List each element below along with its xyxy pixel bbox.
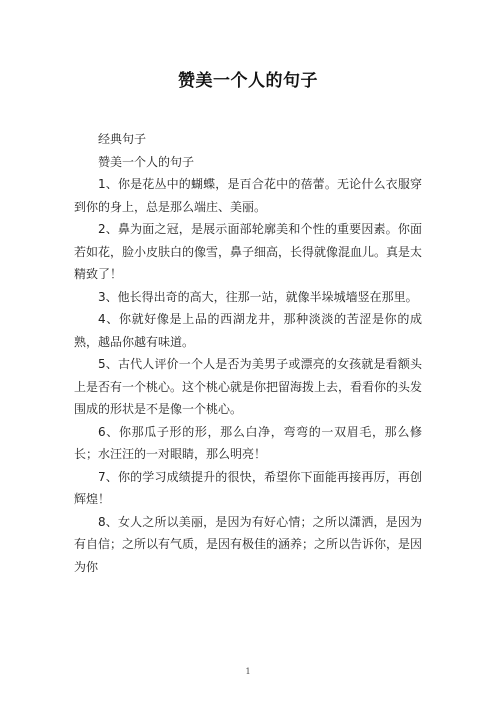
- paragraph-subtitle: 赞美一个人的句子: [98, 154, 195, 169]
- paragraph-item-4: 4、你就好像是上品的西湖龙井，那种淡淡的苦涩是你的成熟，越品你越有味道。: [74, 312, 422, 349]
- paragraph-item-3: 3、他长得出奇的高大，往那一站，就像半垛城墙竖在那里。: [98, 289, 418, 304]
- paragraph-category: 经典句子: [98, 132, 147, 146]
- paragraph-item-5: 5、古代人评价一个人是否为美男子或漂亮的女孩就是看额头上是否有一个桃心。这个桃心就是你把留海拨上去，看看你的头发围成的形状是不是像一个桃心。: [74, 357, 423, 416]
- paragraph-item-7: 7、你的学习成绩提升的很快，希望你下面能再接再厉，再创辉煌！: [74, 469, 422, 506]
- document-body: [74, 128, 422, 578]
- paragraph-item-2: 2、鼻为面之冠，是展示面部轮廓美和个性的重要因素。你面若如花，脸小皮肤白的像雪，鼻子细高，长得就像混血儿。真是太精致了！: [74, 222, 423, 281]
- paragraph-item-1: 1、你是花丛中的蝴蝶，是百合花中的蓓蕾。无论什么衣服穿到你的身上，总是那么端庄、美丽。: [74, 177, 422, 214]
- paragraph-item-6: 6、你那瓜子形的形，那么白净，弯弯的一双眉毛，那么修长；水汪汪的一对眼睛，那么明亮！: [74, 424, 422, 461]
- document-title: 赞美一个人的句子: [178, 71, 318, 91]
- paragraph-item-8: 8、女人之所以美丽，是因为有好心情；之所以潇洒，是因为有自信；之所以有气质，是因有极佳的涵养；之所以告诉你，是因为你: [74, 514, 423, 574]
- page-number: 1: [245, 667, 251, 676]
